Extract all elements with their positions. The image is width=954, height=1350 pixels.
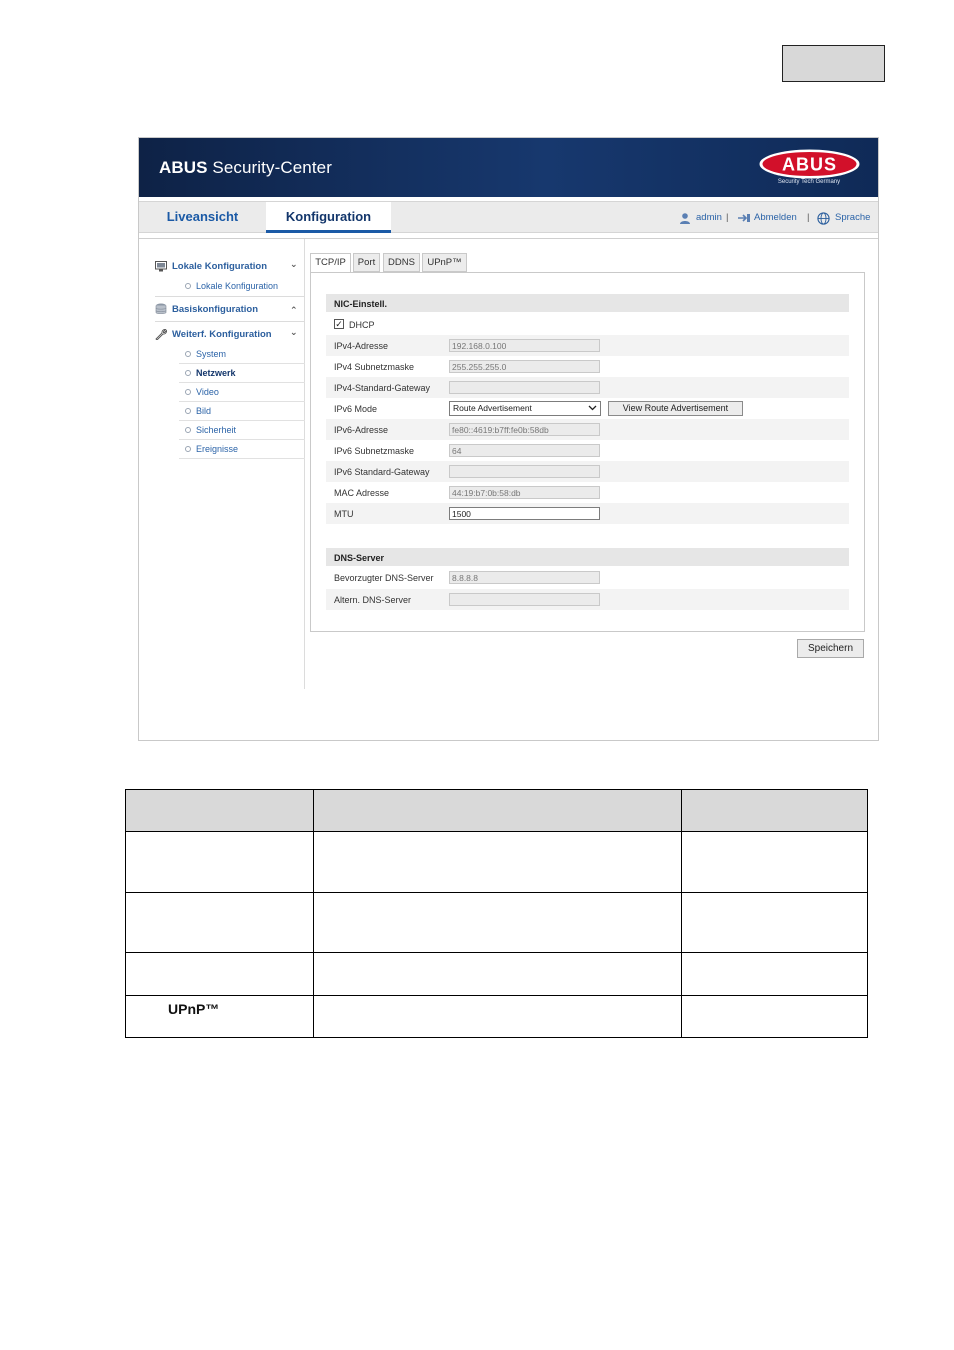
- mtu-input[interactable]: 1500: [449, 507, 600, 520]
- tab-upnp[interactable]: UPnP™: [422, 253, 467, 272]
- bullet-icon: [185, 351, 191, 357]
- sidebar-group-label: Lokale Konfiguration: [172, 261, 267, 272]
- settings-table: [125, 789, 868, 1038]
- row-ipv4-address: [326, 335, 849, 356]
- field-label: MAC Adresse: [334, 488, 390, 498]
- monitor-icon: [155, 260, 167, 272]
- wrench-icon: [155, 328, 167, 340]
- sidebar-item-label: Ereignisse: [196, 444, 239, 454]
- divider: [155, 321, 305, 322]
- chevron-down-icon: ⌄: [290, 327, 298, 337]
- table-column-divider: [681, 790, 682, 1037]
- row-ipv6-mask: [326, 440, 849, 461]
- main-content: [139, 238, 878, 740]
- mac-address-field: 44:19:b7:0b:58:db: [449, 486, 600, 499]
- select-value: Route Advertisement: [453, 403, 532, 413]
- field-label: IPv4-Adresse: [334, 341, 389, 351]
- row-preferred-dns: [326, 567, 849, 588]
- bullet-icon: [185, 446, 191, 452]
- language-link[interactable]: Sprache: [835, 212, 871, 223]
- bullet-icon: [185, 389, 191, 395]
- section-heading-dns: DNS-Server: [326, 548, 849, 566]
- database-icon: [155, 303, 167, 315]
- field-label: IPv6-Adresse: [334, 425, 389, 435]
- row-mtu: [326, 503, 849, 524]
- sidebar-group-label: Weiterf. Konfiguration: [172, 329, 272, 340]
- sidebar-item-label: System: [196, 349, 227, 359]
- alternate-dns-field[interactable]: [449, 593, 600, 606]
- sidebar-item-netzwerk[interactable]: [179, 364, 305, 383]
- bullet-icon: [185, 427, 191, 433]
- sidebar-item-label: Video: [196, 387, 219, 397]
- abus-web-interface-screenshot: [138, 137, 879, 741]
- separator: |: [807, 212, 810, 223]
- view-route-advertisement-button[interactable]: View Route Advertisement: [608, 401, 743, 416]
- section-heading-nic: NIC-Einstell.: [326, 294, 849, 312]
- table-row-divider: [126, 892, 867, 893]
- ipv6-gateway-field[interactable]: [449, 465, 600, 478]
- ipv4-mask-field[interactable]: 255.255.255.0: [449, 360, 600, 373]
- ipv6-address-field[interactable]: fe80::4619:b7ff:fe0b:58db: [449, 423, 600, 436]
- user-icon: [679, 212, 691, 224]
- save-button[interactable]: Speichern: [797, 639, 864, 658]
- logout-icon: [737, 213, 751, 223]
- field-label: Bevorzugter DNS-Server: [334, 573, 434, 583]
- ipv4-gateway-field[interactable]: [449, 381, 600, 394]
- globe-icon: [817, 212, 830, 225]
- sidebar-item-video[interactable]: [179, 383, 305, 402]
- tab-tcp-ip[interactable]: TCP/IP: [310, 253, 351, 273]
- svg-text:ABUS: ABUS: [781, 154, 838, 175]
- field-label: IPv4 Subnetzmaske: [334, 362, 415, 372]
- top-navigation: [139, 201, 878, 233]
- row-dhcp: [326, 314, 849, 335]
- bullet-icon: [185, 408, 191, 414]
- row-ipv6-mode: [326, 398, 849, 419]
- header-banner: [139, 138, 878, 197]
- chevron-down-icon: [588, 403, 597, 412]
- table-header: [126, 790, 867, 832]
- sidebar-item-sicherheit[interactable]: [179, 421, 305, 440]
- ipv4-address-field[interactable]: 192.168.0.100: [449, 339, 600, 352]
- field-label: IPv6 Mode: [334, 404, 378, 414]
- tab-port[interactable]: Port: [353, 253, 380, 272]
- app-title: ABUS Security-Center: [159, 158, 332, 177]
- field-label: IPv4-Standard-Gateway: [334, 383, 431, 393]
- tab-liveansicht[interactable]: Liveansicht: [166, 209, 239, 224]
- chevron-up-icon: ⌃: [290, 305, 298, 315]
- tab-ddns[interactable]: DDNS: [383, 253, 420, 272]
- tcp-ip-settings-panel: [310, 272, 865, 632]
- table-cell-upnp: UPnP™: [168, 1001, 220, 1017]
- bullet-icon: [185, 283, 191, 289]
- sidebar-divider: [304, 239, 305, 689]
- field-label: Altern. DNS-Server: [334, 595, 412, 605]
- row-ipv4-gateway: [326, 377, 849, 398]
- ipv6-mask-field[interactable]: 64: [449, 444, 600, 457]
- field-label: MTU: [334, 509, 354, 519]
- field-label: IPv6 Standard-Gateway: [334, 467, 430, 477]
- row-ipv6-address: [326, 419, 849, 440]
- table-row-divider: [126, 995, 867, 996]
- sidebar-item-label: Sicherheit: [196, 425, 237, 435]
- row-alternate-dns: [326, 589, 849, 610]
- user-link[interactable]: admin: [696, 212, 722, 223]
- dhcp-label: DHCP: [349, 320, 375, 330]
- dhcp-checkbox[interactable]: ✓: [335, 319, 343, 329]
- field-label: IPv6 Subnetzmaske: [334, 446, 415, 456]
- divider: [155, 296, 305, 297]
- row-mac-address: [326, 482, 849, 503]
- sidebar-item-label: Lokale Konfiguration: [196, 281, 279, 291]
- bullet-icon: [185, 370, 191, 376]
- sidebar-item-label: Bild: [196, 406, 212, 416]
- sidebar-group-label: Basiskonfiguration: [172, 304, 259, 315]
- ipv6-mode-select[interactable]: [449, 401, 601, 416]
- logo-tagline: Security Tech Germany: [777, 179, 841, 185]
- row-ipv6-gateway: [326, 461, 849, 482]
- separator: |: [726, 212, 729, 223]
- tab-konfiguration[interactable]: Konfiguration: [266, 202, 391, 233]
- sidebar-item-ereignisse[interactable]: [179, 440, 305, 459]
- preferred-dns-field[interactable]: 8.8.8.8: [449, 571, 600, 584]
- sidebar-item-local-config[interactable]: [179, 277, 305, 296]
- sidebar-item-bild[interactable]: [179, 402, 305, 421]
- sidebar-item-label: Netzwerk: [196, 368, 236, 378]
- sidebar-item-system[interactable]: [179, 345, 305, 364]
- abus-logo: [758, 148, 861, 182]
- row-ipv4-mask: [326, 356, 849, 377]
- table-column-divider: [313, 790, 314, 1037]
- chevron-down-icon: ⌄: [290, 259, 298, 269]
- logout-link[interactable]: Abmelden: [754, 212, 797, 223]
- page-number-box: [782, 45, 885, 82]
- table-row-divider: [126, 952, 867, 953]
